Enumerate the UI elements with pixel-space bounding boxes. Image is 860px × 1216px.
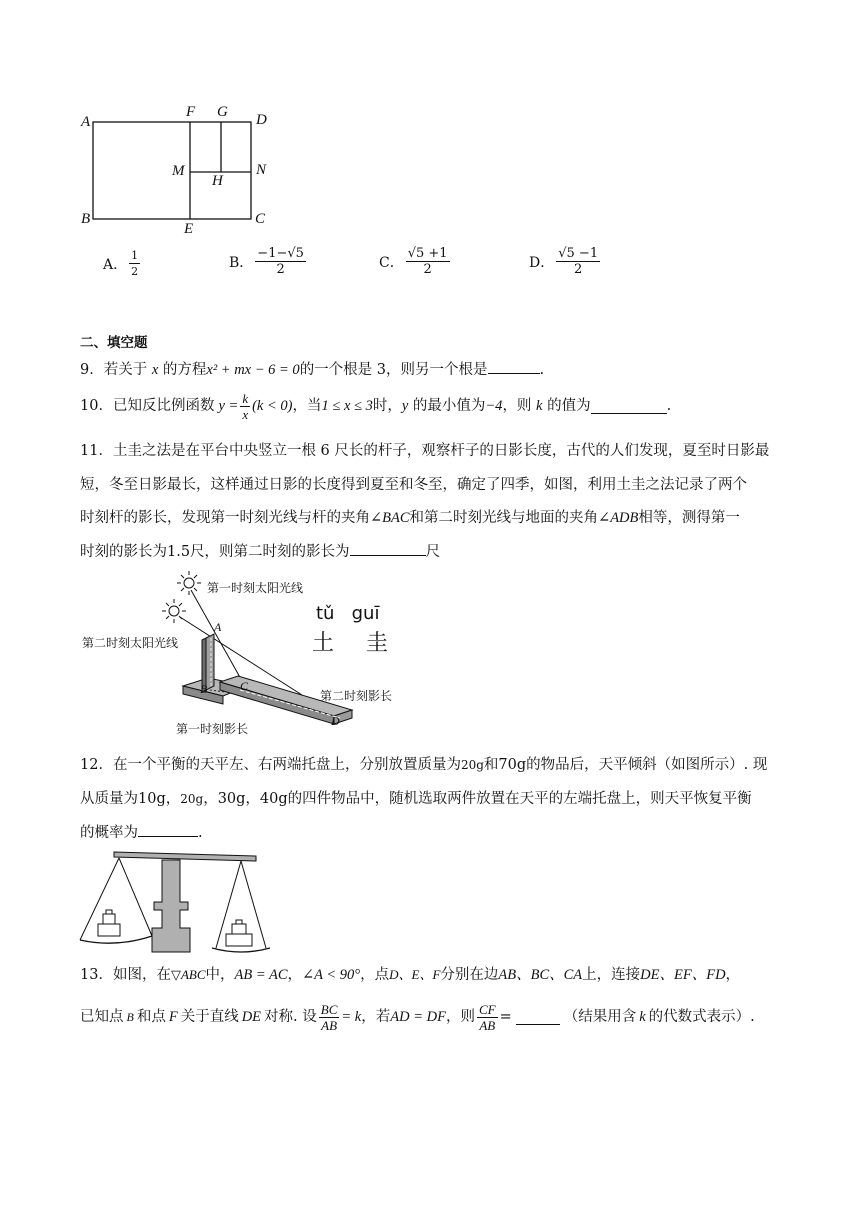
q12-text-2a: 从质量为 [80, 791, 138, 807]
q12-weight-20: 20g [460, 758, 484, 772]
q11-angle-bac: ∠BAC [370, 510, 410, 526]
section-title: 二、填空题 [80, 335, 148, 351]
question-11-line-4 [80, 541, 440, 562]
q11-text-3b: 和第二时刻光线与地面的夹角 [409, 510, 599, 526]
q13-answer-blank[interactable] [516, 1010, 560, 1025]
q11-text-4a: 时刻的影长为 [80, 544, 167, 560]
q12-sep-2: ， [203, 791, 218, 807]
option-c-num: √5 +1 [407, 246, 448, 261]
q13-text-2d: 对称. 设 [264, 1009, 317, 1025]
question-11-line-1: 11．土圭之法是在平台中央竖立一根 6 尺长的杆子，观察杆子的日影长度，古代的人们发现，夏至时日影最 [80, 443, 770, 459]
q11-answer-blank[interactable] [350, 541, 426, 556]
q10-number: 10． [80, 398, 113, 414]
option-d-den: 2 [574, 262, 583, 277]
q10-range: 1 ≤ x ≤ 3 [321, 398, 373, 414]
q10-text: 已知反比例函数 [112, 398, 215, 414]
q13-text-1b: 中， [205, 967, 235, 983]
option-c[interactable] [379, 246, 452, 277]
q9-var-x: x [151, 362, 159, 378]
hanzi-label: 土 圭 [312, 631, 394, 656]
q10-fraction [240, 391, 250, 422]
q13-line-de: DE [241, 1009, 262, 1025]
q12-text-3a: 的概率为 [80, 825, 138, 841]
shadow-1-label: 第一时刻影长 [176, 722, 249, 736]
question-11-line-2: 短，冬至日影最长，这样通过日影的长度得到夏至和冬至，确定了四季，如图，利用土圭之法记录了两个 [80, 477, 747, 493]
q13-frac1-den: AB [321, 1017, 338, 1033]
q13-condition: AD = DF [390, 1009, 446, 1025]
q10-text-6: 的值为 [547, 398, 591, 414]
option-d-label: D． [529, 254, 555, 271]
q10-answer-blank[interactable] [591, 399, 667, 414]
option-a-label: A． [103, 256, 128, 273]
label-n: N [256, 162, 267, 178]
q13-text-2a: 已知点 [80, 1009, 124, 1025]
q13-text-2f: ，则 [445, 1009, 475, 1025]
sun-1-label: 第一时刻太阳光线 [207, 581, 304, 595]
q13-equals: = [499, 1009, 512, 1025]
q12-sep-3: ， [245, 791, 260, 807]
balance-figure [76, 848, 272, 958]
question-12-line-2 [80, 789, 752, 809]
q13-text-2b: 和点 [136, 1009, 166, 1025]
q13-text-2c: 关于直线 [180, 1009, 239, 1025]
q9-period: . [539, 362, 545, 378]
q9-equation: x² + mx − 6 = 0 [206, 362, 300, 378]
q12-mass-20: 20g [180, 792, 204, 806]
q13-fraction-2 [477, 1002, 498, 1033]
q10-frac-den: x [242, 406, 249, 422]
option-c-fraction [406, 246, 450, 277]
option-c-den: 2 [423, 262, 432, 277]
q13-frac1-num: BC [320, 1001, 338, 1017]
q12-text-1b: 和 [483, 757, 499, 773]
sun-2-label: 第二时刻太阳光线 [82, 636, 179, 650]
q13-segments: DE、EF、FD [640, 967, 726, 983]
option-b-num: −1−√5 [257, 246, 304, 261]
question-9 [80, 359, 544, 380]
q12-text-2b: 的四件物品中，随机选取两件放置在天平的左端托盘上，则天平恢复平衡 [287, 791, 752, 807]
option-a-den: 2 [131, 265, 139, 278]
q10-min-value: −4 [485, 398, 503, 414]
q11-text-4b: 尺，则第二时刻的影长为 [190, 544, 350, 560]
q10-period: . [666, 398, 672, 414]
q12-mass-30: 30g [217, 791, 246, 807]
option-d-num: √5 −1 [558, 246, 599, 261]
q13-text-1e: 上，连接 [582, 967, 641, 983]
q13-cond-2: ∠A < 90° [302, 967, 361, 983]
q12-weight-70: 70g [498, 757, 527, 773]
label-m: M [172, 163, 185, 179]
q13-text-1d: 分别在边 [440, 967, 499, 983]
q12-sep-1: ， [165, 791, 181, 807]
question-13-line-1: 13．如图，在▽ABC中，AB = AC，∠A < 90°，点D、E、F分别在边AB、BC、CA上，连接DE、EF、FD， [80, 967, 741, 983]
q12-mass-40: 40g [259, 791, 288, 807]
q13-point-f: F [168, 1009, 178, 1025]
question-10 [80, 385, 671, 427]
point-c: C [240, 679, 249, 693]
q12-text-1c: 的物品后，天平倾斜（如图所示）. 现 [526, 757, 768, 773]
q12-period: . [198, 825, 203, 841]
q10-text-3: 时， [372, 398, 402, 414]
label-e: E [184, 221, 194, 237]
question-12-line-1 [80, 755, 767, 775]
q12-answer-blank[interactable] [138, 822, 198, 837]
q11-length: 1.5 [167, 544, 191, 560]
q12-text-1a: 12．在一个平衡的天平左、右两端托盘上，分别放置质量为 [80, 757, 461, 773]
q9-number: 9． [80, 362, 104, 378]
q10-var-k: k [536, 398, 543, 414]
sun-icon-2 [162, 599, 186, 623]
q10-text-4: 的最小值为 [412, 398, 486, 414]
label-h: H [212, 173, 223, 189]
point-d: D [331, 714, 340, 728]
option-b-den: 2 [276, 262, 285, 277]
q10-text-5: ，则 [502, 398, 532, 414]
q13-points: D、E、F [389, 967, 441, 982]
q13-fraction-1 [319, 1002, 340, 1033]
sun-icon-1 [177, 571, 201, 595]
question-13-line-2 [80, 996, 755, 1038]
q11-text-3c: 相等，测得第一 [638, 510, 740, 526]
q10-frac-num: k [242, 390, 249, 406]
q13-var-k: k [639, 1009, 646, 1025]
question-11-line-3 [80, 508, 740, 528]
option-b[interactable] [229, 246, 308, 277]
label-f: F [186, 104, 196, 120]
q11-angle-adb: ∠ADB [598, 510, 639, 526]
label-c: C [255, 211, 266, 227]
q10-var-y: y [401, 398, 409, 414]
point-b: B [200, 682, 208, 696]
q13-triangle: ▽ABC [170, 967, 206, 982]
option-b-fraction [255, 246, 306, 277]
q13-cond-1: AB = AC [234, 967, 288, 983]
q13-point-b: B [126, 1010, 134, 1024]
q10-condition: (k < 0) [252, 398, 293, 414]
q13-eq-k: = k [341, 1009, 362, 1025]
option-a-fraction [129, 248, 140, 279]
q9-text: 若关于 [103, 362, 148, 378]
q10-y-eq: y = [218, 398, 239, 414]
q13-text-1c: ，点 [360, 967, 390, 983]
q11-text-3a: 时刻杆的影长，发现第一时刻光线与杆的夹角 [80, 510, 370, 526]
q13-text-2e: ，若 [361, 1009, 391, 1025]
pinyin-label: tǔ guī [316, 603, 380, 624]
q13-text-1f: ， [725, 967, 741, 983]
q12-mass-10: 10g [138, 791, 166, 807]
option-a-num: 1 [131, 249, 139, 262]
question-12-line-3 [80, 822, 203, 843]
q11-unit: 尺 [425, 544, 441, 560]
label-b: B [81, 211, 91, 227]
option-b-label: B． [229, 254, 254, 271]
q9-answer-blank[interactable] [488, 359, 540, 374]
option-d-fraction [556, 246, 600, 277]
q13-text-2g: （结果用含 [563, 1009, 637, 1025]
option-d[interactable] [529, 246, 602, 277]
q13-text-2h: 的代数式表示）. [648, 1009, 755, 1025]
shadow-2-label: 第二时刻影长 [320, 689, 393, 703]
label-d: D [256, 112, 267, 128]
option-c-label: C． [379, 254, 404, 271]
q10-text-2: ，当 [292, 398, 322, 414]
point-a: A [214, 620, 222, 634]
q13-sides: AB、BC、CA [498, 967, 583, 983]
label-g: G [217, 104, 228, 120]
q9-text-3: 的一个根是 3，则另一个根是 [299, 362, 488, 378]
q13-frac2-num: CF [478, 1001, 496, 1017]
label-a: A [81, 114, 91, 130]
q13-text-1a: 13．如图，在 [80, 967, 171, 983]
option-a[interactable] [103, 248, 142, 279]
q13-frac2-den: AB [479, 1017, 496, 1033]
q9-text-2: 的方程 [162, 362, 207, 378]
